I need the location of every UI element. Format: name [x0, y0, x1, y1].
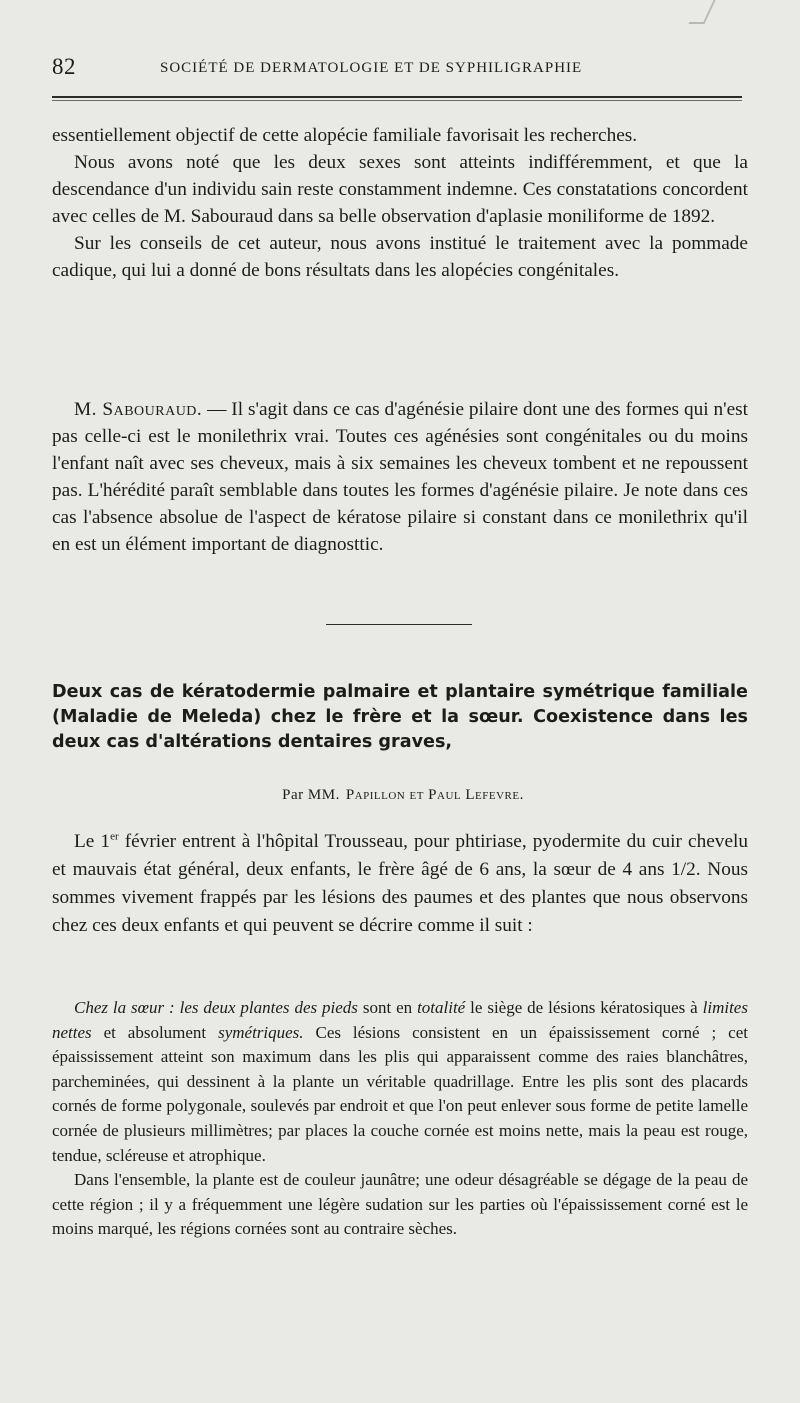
text-segment: et absolument [91, 1022, 219, 1042]
superscript: er [110, 830, 119, 843]
authors: Papillon et Paul Lefevre. [345, 787, 524, 803]
article-intro [52, 828, 748, 940]
page-header [52, 52, 742, 82]
discussion-remark [52, 396, 748, 558]
observation-text [52, 996, 748, 1242]
italic-term: limites nettes [52, 998, 748, 1042]
page-number: 82 [52, 54, 76, 79]
paragraph [52, 828, 748, 940]
paragraph [52, 396, 748, 558]
paragraph: Dans l'ensemble, la plante est de couleur jaunâtre; une odeur désagréable se dégage de la peau de cette région ; il y a fréquemment une légère sudation sur les parties où l'épaississement corné est le moins marqué, les régions cornées sont au contraire sèches. [52, 1170, 748, 1239]
italic-term: symétriques. [218, 1022, 304, 1042]
header-rule [52, 96, 742, 101]
section-continuation [52, 122, 748, 284]
remark-text: — Il s'agit dans ce cas d'agénésie pilaire dont une des formes qui n'est pas celle-ci est le monilethrix vrai. Toutes ces agénésies sont congénitales ou du moins l'enfant naît avec ses cheveux, mais à six semaines les cheveux tombent et ne repoussent pas. L'hérédité paraît semblable dans toutes les formes d'agénésie pilaire. Je note dans ces cas l'absence absolue de l'aspect de kératose pilaire si constant dans ce monilethrix qu'il en est un élément important de diagnosttic. [52, 399, 749, 555]
running-head: SOCIÉTÉ DE DERMATOLOGIE ET DE SYPHILIGRAPHIE [160, 60, 583, 76]
text-segment: sont en [357, 998, 418, 1017]
intro-le: Le 1 [74, 831, 111, 852]
italic-lead: Chez la sœur : les deux plantes des pieds [74, 998, 358, 1017]
byline-prefix: Par MM. [282, 787, 340, 803]
paragraph: Sur les conseils de cet auteur, nous avons institué le traitement avec la pommade cadique, qui lui a donné de bons résultats dans les alopécies congénitales. [52, 233, 748, 281]
speaker-name: M. Sabouraud. [74, 399, 203, 420]
italic-term: totalité [417, 998, 466, 1017]
paragraph [52, 996, 748, 1168]
intro-text: février entrent à l'hôpital Trousseau, pour phtiriase, pyodermite du cuir chevelu et mauvais état général, deux enfants, le frère âgé de 6 ans, la sœur de 4 ans 1/2. Nous sommes vivement frappés par les lésions des paumes et des plantes que nous observons chez ces deux enfants et qui peuvent se décrire comme il suit : [52, 831, 749, 936]
paragraph: essentiellement objectif de cette alopécie familiale favorisait les recherches. [52, 125, 638, 146]
paragraph: Nous avons noté que les deux sexes sont atteints indifféremment, et que la descendance d'un individu sain reste constamment indemne. Ces constatations concordent avec celles de M. Sabouraud dans sa belle observation d'aplasie moniliforme de 1892. [52, 152, 748, 227]
text-segment: le siège de lésions kératosiques à [465, 998, 703, 1017]
page-corner-mark [688, 0, 715, 24]
text-segment: Ces lésions consistent en un épaississement corné ; cet épaississement atteint son maximum dans les plis qui apparaissent comme des raies blanchâtres, parcheminées, qui dessinent à la plante un véritable quadrillage. Entre les plis sont des placards cornés de forme polygonale, soulevés par endroit et que l'on peut enlever sous forme de petite lamelle cornée de plusieurs millimètres; par places la couche cornée est moins nette, mais la peau est rouge, tendue, scléreuse et atrophique. [52, 1022, 748, 1165]
article-title: Deux cas de kératodermie palmaire et plantaire symétrique familiale (Maladie de Meleda) chez le frère et la sœur. Coexistence dans les deux cas d'altérations dentaires graves, [52, 682, 748, 752]
byline [0, 787, 800, 804]
section-divider [326, 624, 472, 625]
